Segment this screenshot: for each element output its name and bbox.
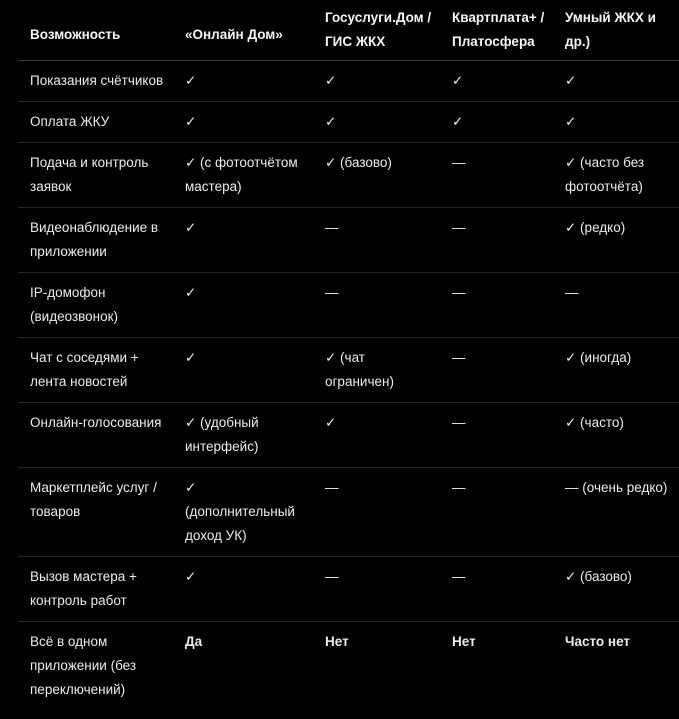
value-cell: Нет — [325, 634, 349, 649]
value-cell: ✓ (иногда) — [553, 338, 679, 403]
value-cell: ✓ — [553, 61, 679, 102]
table-row — [18, 338, 679, 403]
comparison-table — [18, 0, 679, 710]
table-row — [18, 143, 679, 208]
value-cell: ✓ (часто без фотоотчёта) — [553, 143, 679, 208]
value-cell: ✓ — [173, 61, 313, 102]
value-cell: ✓ (часто) — [553, 403, 679, 468]
value-cell: — — [313, 208, 440, 273]
value-cell: ✓ (чат ограничен) — [313, 338, 440, 403]
value-cell: ✓ (дополнительный доход УК) — [173, 468, 313, 557]
value-cell: ✓ — [173, 208, 313, 273]
value-cell: ✓ (с фотоотчётом мастера) — [173, 143, 313, 208]
value-cell: — — [440, 338, 553, 403]
value-cell: ✓ (редко) — [553, 208, 679, 273]
header-kvartplata: Квартплата+ / Платосфера — [440, 0, 553, 61]
value-cell: Да — [185, 634, 203, 649]
header-online-dom: «Онлайн Дом» — [173, 0, 313, 61]
feature-cell: Показания счётчиков — [18, 61, 173, 102]
value-cell: — — [440, 468, 553, 557]
table-row — [18, 273, 679, 338]
value-cell: ✓ — [313, 403, 440, 468]
value-cell: — — [440, 208, 553, 273]
header-umny-zhkh: Умный ЖКХ и др.) — [553, 0, 679, 61]
value-cell: ✓ — [440, 61, 553, 102]
value-cell: ✓ — [553, 102, 679, 143]
feature-cell: Оплата ЖКУ — [18, 102, 173, 143]
value-cell: ✓ — [313, 61, 440, 102]
value-cell: ✓ — [313, 102, 440, 143]
value-cell: ✓ (базово) — [313, 143, 440, 208]
feature-cell: Вызов мастера + контроль работ — [18, 557, 173, 622]
value-cell: ✓ — [173, 338, 313, 403]
table-row — [18, 403, 679, 468]
value-cell: ✓ — [173, 273, 313, 338]
header-gosuslugi: Госуслуги.Дом / ГИС ЖКХ — [313, 0, 440, 61]
value-cell: — (очень редко) — [553, 468, 679, 557]
table-row — [18, 102, 679, 143]
value-cell: — — [440, 557, 553, 622]
value-cell: ✓ — [440, 102, 553, 143]
table-row — [18, 468, 679, 557]
value-cell: — — [440, 143, 553, 208]
table-row — [18, 557, 679, 622]
value-cell: Нет — [452, 634, 476, 649]
feature-cell: Онлайн-голосования — [18, 403, 173, 468]
value-cell: — — [313, 273, 440, 338]
value-cell: — — [440, 403, 553, 468]
value-cell: ✓ — [173, 557, 313, 622]
feature-cell: Маркетплейс услуг / товаров — [18, 468, 173, 557]
value-cell: — — [313, 557, 440, 622]
feature-cell: Видеонаблюдение в приложении — [18, 208, 173, 273]
table-row — [18, 61, 679, 102]
value-cell: Часто нет — [565, 634, 631, 649]
table-row — [18, 622, 679, 711]
value-cell: — — [313, 468, 440, 557]
feature-cell: IP-домофон (видеозвонок) — [18, 273, 173, 338]
value-cell: ✓ (удобный интерфейс) — [173, 403, 313, 468]
value-cell: ✓ (базово) — [553, 557, 679, 622]
value-cell: ✓ — [173, 102, 313, 143]
value-cell: — — [553, 273, 679, 338]
table-header-row — [18, 0, 679, 61]
feature-cell: Чат с соседями + лента новостей — [18, 338, 173, 403]
value-cell: — — [440, 273, 553, 338]
feature-cell: Подача и контроль заявок — [18, 143, 173, 208]
header-feature: Возможность — [18, 0, 173, 61]
feature-cell: Всё в одном приложении (без переключений) — [30, 634, 137, 697]
table-row — [18, 208, 679, 273]
